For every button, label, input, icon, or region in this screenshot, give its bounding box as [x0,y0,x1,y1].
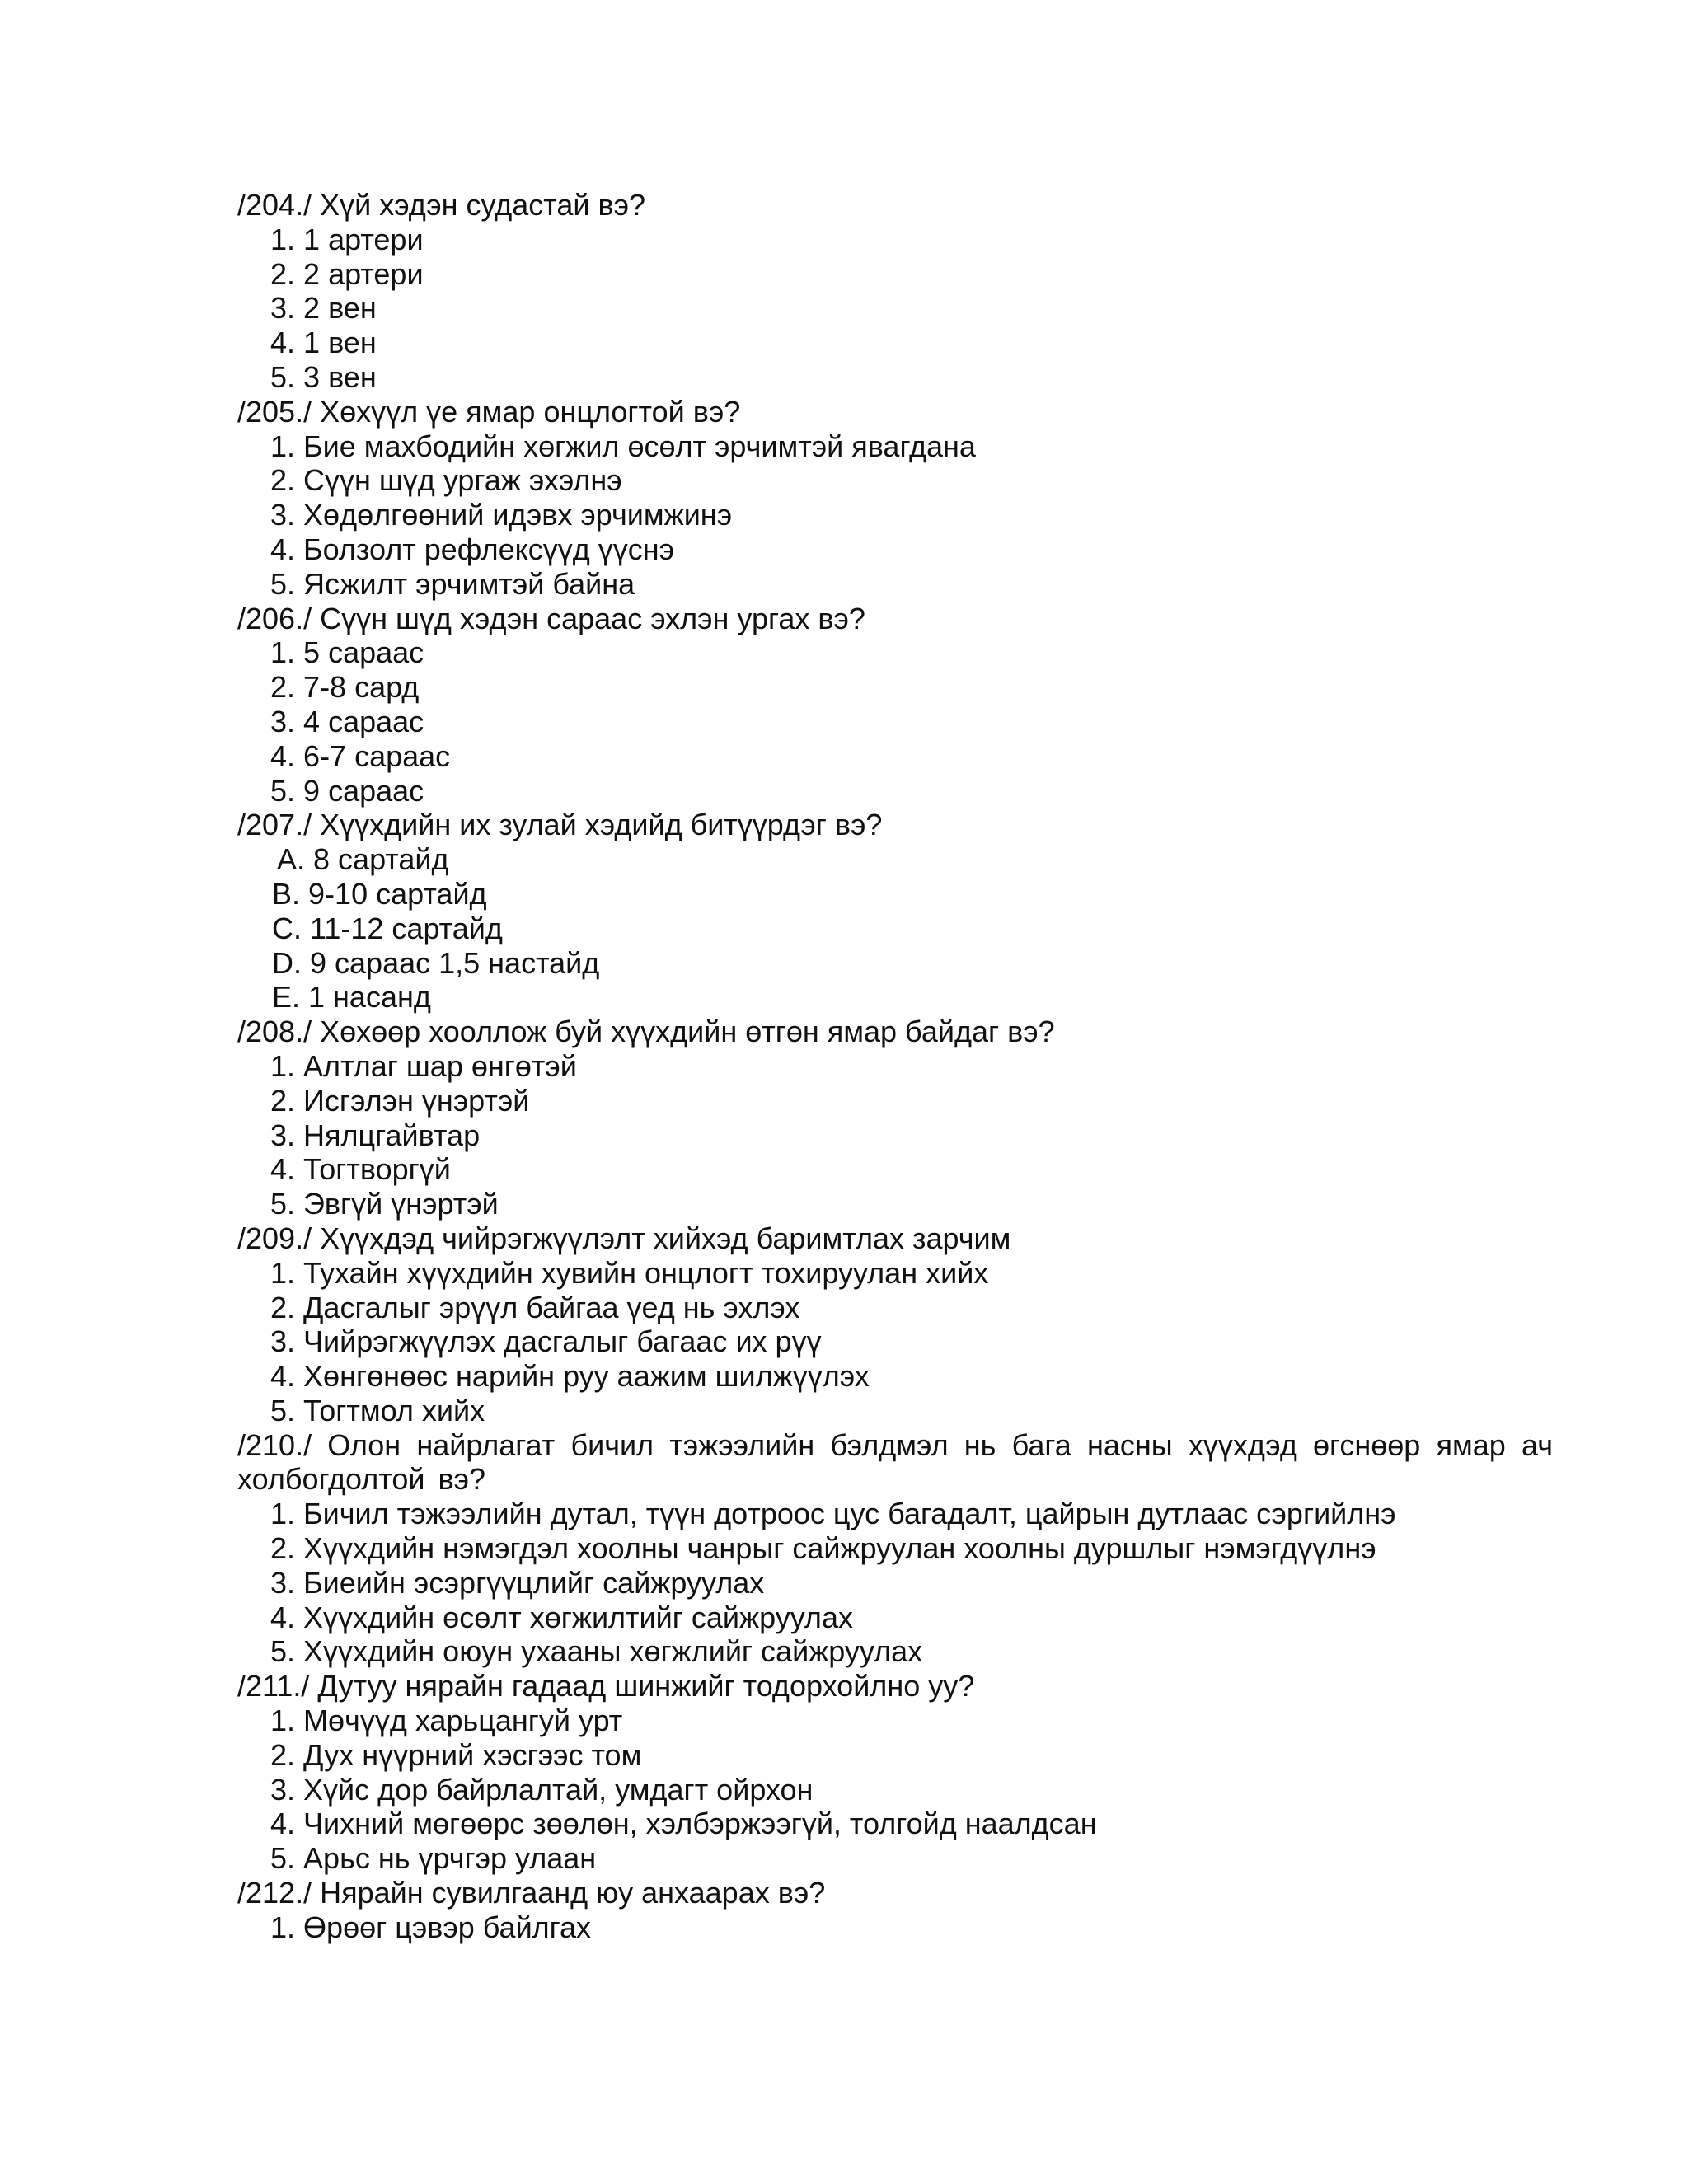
option-marker: 2. [270,256,296,291]
answer-option [237,980,1553,1015]
answer-option [237,705,1553,739]
option-marker: A. [277,842,306,877]
option-marker: 5. [270,1393,296,1427]
option-marker: 1. [270,1255,296,1290]
answer-option [237,223,1553,257]
answer-option [237,1324,1553,1359]
option-marker: 1. [270,1910,296,1944]
question-text: Хөхөөр хооллож буй хүүхдийн өтгөн ямар байдаг вэ? [320,1015,1055,1049]
option-marker: 4. [270,738,296,773]
answer-option [237,1359,1553,1394]
answer-options [237,635,1553,808]
option-marker: 4. [270,1807,296,1841]
option-text: Нялцгайвтар [303,1118,481,1152]
option-text: Хөнгөнөөс нарийн руу аажим шилжүүлэх [303,1359,870,1394]
question-heading [237,188,1553,223]
option-marker: 4. [270,1600,296,1634]
question-list [237,188,1553,1945]
answer-options [237,1704,1553,1876]
question-heading [237,1669,1553,1704]
option-text: 2 вен [303,291,377,326]
question-block [237,1876,1553,1945]
question-heading [237,1876,1553,1910]
option-marker: 3. [270,1565,296,1600]
option-text: Хөдөлгөөний идэвх эрчимжинэ [303,498,733,532]
answer-options [237,1256,1553,1428]
option-text: Хүүхдийн өсөлт хөгжилтийг сайжруулах [303,1600,853,1634]
option-text: Бичил тэжээлийн дутал, түүн дотроос цус багадалт, цайрын дутлаас сэргийлнэ [303,1497,1396,1531]
question-number: /212./ [237,1876,312,1910]
answer-option [237,1910,1553,1945]
answer-option [237,912,1553,946]
option-marker: 5. [270,1841,296,1876]
answer-option [237,1256,1553,1291]
option-text: 7-8 сард [303,670,420,705]
option-text: Тухайн хүүхдийн хувийн онцлогт тохируулан хийх [303,1255,989,1290]
option-marker: 1. [270,222,296,256]
answer-options [237,429,1553,602]
answer-option [237,774,1553,808]
question-block [237,1428,1553,1670]
question-text: Хүүхдийн их зулай хэдийд битүүрдэг вэ? [320,808,883,842]
question-heading [237,1221,1553,1256]
option-text: Сүүн шүд ургаж эхэлнэ [303,463,622,498]
answer-option [237,360,1553,395]
question-block [237,1669,1553,1876]
option-text: Тогтмол хийх [303,1393,485,1427]
answer-option [237,463,1553,498]
question-number: /210./ [237,1427,312,1462]
question-block [237,602,1553,808]
option-text: 11-12 сартайд [310,911,503,945]
option-marker: 1. [270,1048,296,1083]
option-marker: 2. [270,463,296,498]
answer-option [237,1704,1553,1738]
question-text: Хөхүүл үе ямар онцлогтой вэ? [320,394,741,429]
option-marker: 3. [270,1118,296,1152]
option-marker: 5. [270,1187,296,1221]
answer-option [237,1187,1553,1221]
answer-option [237,326,1553,360]
option-marker: 2. [270,1290,296,1324]
answer-option [237,1841,1553,1876]
option-text: Болзолт рефлексүүд үүснэ [303,532,675,566]
option-marker: 3. [270,498,296,532]
option-marker: 2. [270,1737,296,1772]
question-text: Олон найрлагат бичил тэжээлийн бэлдмэл нь бага насны хүүхдэд өгснөөр ямар ач холбогдолтой вэ? [237,1427,1553,1497]
answer-option [237,1807,1553,1841]
option-text: 9 сараас 1,5 настайд [310,945,600,980]
option-marker: 5. [270,1634,296,1669]
answer-option [237,1738,1553,1773]
answer-options [237,1049,1553,1221]
question-heading [237,395,1553,429]
answer-option [237,1118,1553,1153]
option-text: 6-7 сараас [303,738,451,773]
option-text: 1 вен [303,326,377,360]
option-marker: 1. [270,1704,296,1738]
question-heading [237,1015,1553,1049]
answer-option [237,1531,1553,1566]
option-marker: 3. [270,1772,296,1807]
option-marker: 5. [270,359,296,394]
answer-option [237,1634,1553,1669]
answer-options [237,1497,1553,1669]
answer-option [237,739,1553,774]
option-text: Арьс нь үрчгэр улаан [303,1841,597,1876]
option-text: Биеийн эсэргүүцлийг сайжруулах [303,1565,765,1600]
question-number: /208./ [237,1015,312,1049]
option-text: Тогтворгүй [303,1152,451,1187]
option-text: 8 сартайд [313,842,449,877]
answer-option [237,532,1553,567]
answer-option [237,1394,1553,1428]
option-text: Алтлаг шар өнгөтэй [303,1048,577,1083]
answer-options [237,842,1553,1015]
option-text: 1 насанд [308,980,431,1015]
option-marker: 4. [270,326,296,360]
option-text: 3 вен [303,359,377,394]
option-text: Өрөөг цэвэр байлгах [303,1910,592,1944]
answer-option [237,1601,1553,1635]
option-text: Хүйс дор байрлалтай, умдагт ойрхон [303,1772,814,1807]
option-text: 9-10 сартайд [308,876,487,911]
option-text: 2 артери [303,256,424,291]
option-marker: 4. [270,1152,296,1187]
question-block [237,1221,1553,1428]
option-text: Дух нүүрний хэсгээс том [303,1737,642,1772]
option-marker: 3. [270,704,296,738]
question-text: Дутуу нярайн гадаад шинжийг тодорхойлно уу? [317,1669,975,1704]
option-marker: 5. [270,773,296,808]
option-marker: 1. [270,429,296,463]
question-number: /207./ [237,808,312,842]
answer-option [237,1497,1553,1531]
answer-option [237,1773,1553,1807]
question-heading [237,602,1553,636]
option-marker: 5. [270,566,296,601]
option-text: Исгэлэн үнэртэй [303,1083,530,1118]
answer-option [237,291,1553,326]
option-marker: 2. [270,1083,296,1118]
option-marker: 3. [270,291,296,326]
option-marker: 2. [270,1531,296,1566]
answer-option [237,567,1553,602]
answer-options [237,1910,1553,1945]
option-marker: 4. [270,532,296,566]
question-text: Хүүхдэд чийрэгжүүлэлт хийхэд баримтлах зарчим [320,1221,1011,1255]
answer-option [237,257,1553,292]
answer-options [237,223,1553,395]
question-number: /206./ [237,601,312,635]
answer-option [237,670,1553,705]
question-number: /204./ [237,188,312,222]
option-marker: 1. [270,1497,296,1531]
question-number: /205./ [237,394,312,429]
option-text: Эвгүй үнэртэй [303,1187,499,1221]
option-marker: D. [272,945,302,980]
question-block [237,395,1553,602]
answer-option [237,1152,1553,1187]
question-block [237,1015,1553,1221]
answer-option [237,635,1553,670]
option-marker: 1. [270,635,296,670]
answer-option [237,1049,1553,1084]
answer-option [237,946,1553,981]
option-marker: E. [272,980,301,1015]
option-text: 1 артери [303,222,424,256]
option-text: Бие махбодийн хөгжил өсөлт эрчимтэй явагдана [303,429,976,463]
option-text: 9 сараас [303,773,424,808]
answer-option [237,498,1553,532]
answer-option [237,877,1553,912]
answer-option [237,1566,1553,1601]
option-text: 4 сараас [303,704,424,738]
answer-option [237,842,1553,877]
question-text: Хүй хэдэн судастай вэ? [320,188,646,222]
answer-option [237,1084,1553,1118]
option-text: Чихний мөгөөрс зөөлөн, хэлбэржээгүй, толгойд наалдсан [303,1807,1097,1841]
question-block [237,188,1553,395]
option-marker: 4. [270,1359,296,1394]
option-text: Хүүхдийн оюун ухааны хөгжлийг сайжруулах [303,1634,923,1669]
option-marker: B. [272,876,301,911]
answer-option [237,1291,1553,1325]
option-text: Ясжилт эрчимтэй байна [303,566,635,601]
option-marker: 2. [270,670,296,705]
question-number: /209./ [237,1221,312,1255]
question-number: /211./ [237,1669,310,1704]
answer-option [237,429,1553,464]
question-block [237,808,1553,1015]
option-marker: C. [272,911,302,945]
option-marker: 3. [270,1324,296,1359]
option-text: 5 сараас [303,635,424,670]
option-text: Мөчүүд харьцангуй урт [303,1704,623,1738]
question-heading [237,808,1553,842]
question-text: Нярайн сувилгаанд юу анхаарах вэ? [320,1876,826,1910]
option-text: Дасгалыг эрүүл байгаа үед нь эхлэх [303,1290,800,1324]
question-text: Сүүн шүд хэдэн сараас эхлэн ургах вэ? [320,601,865,635]
question-heading [237,1428,1553,1497]
option-text: Чийрэгжүүлэх дасгалыг багаас их рүү [303,1324,822,1359]
option-text: Хүүхдийн нэмэгдэл хоолны чанрыг сайжруулан хоолны дуршлыг нэмэгдүүлнэ [303,1531,1376,1566]
